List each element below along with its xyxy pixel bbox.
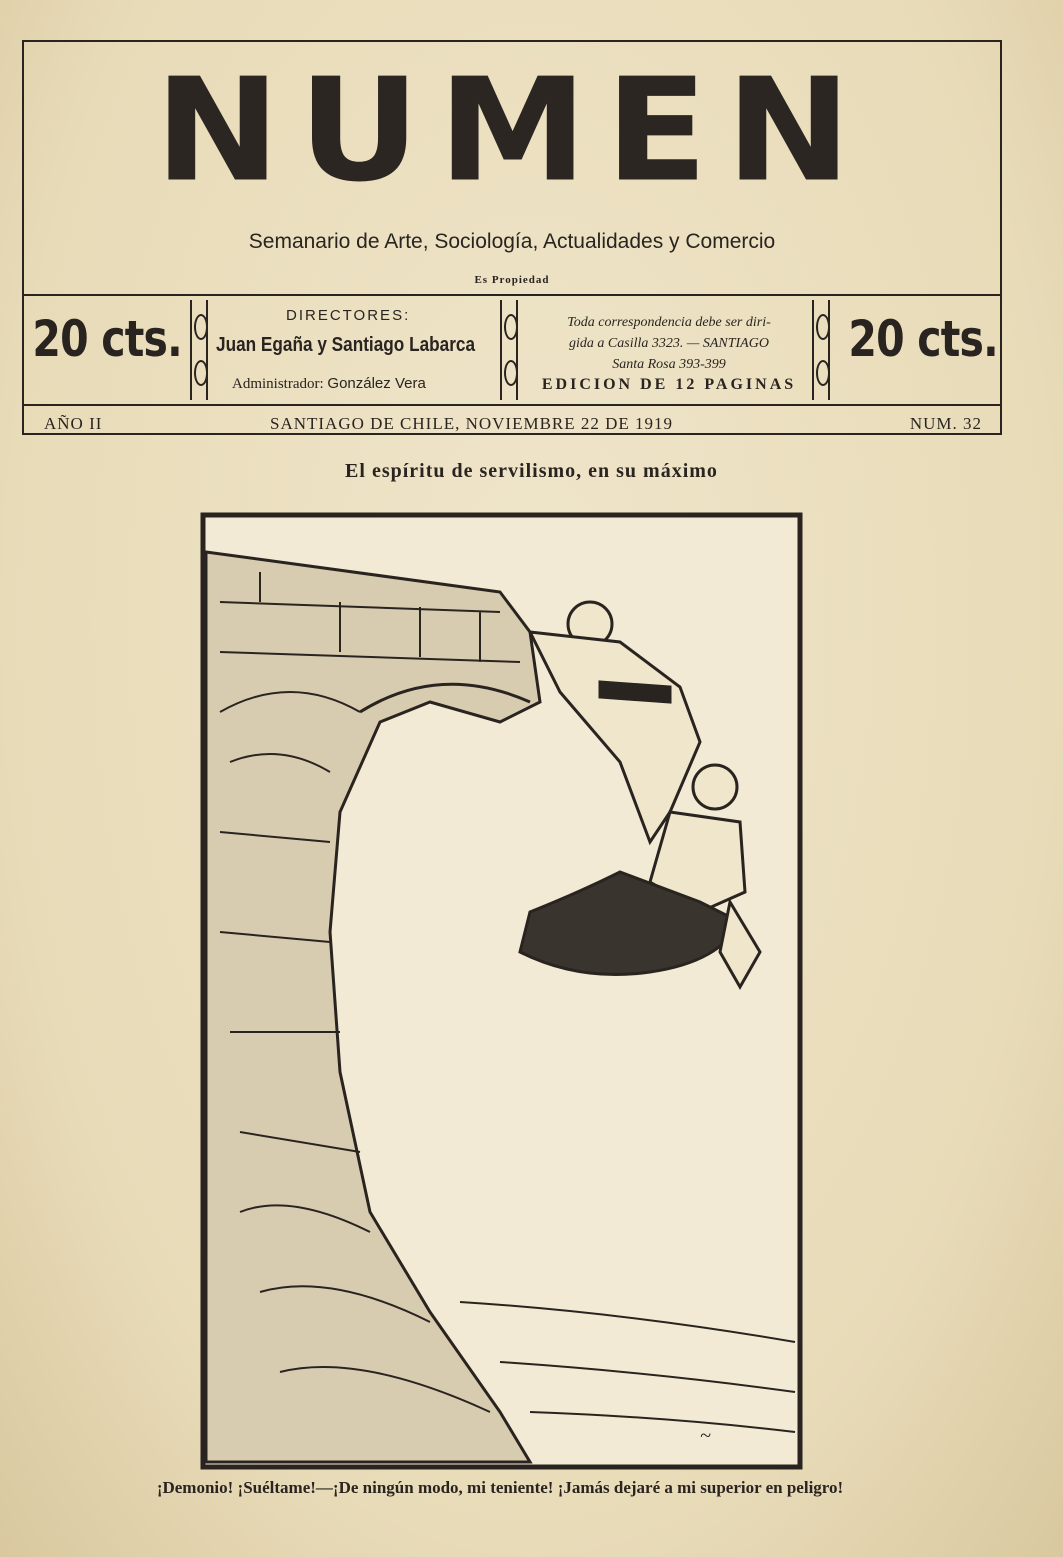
edition-note: EDICION DE 12 PAGINAS [541,376,797,393]
property-note: Es Propiedad [474,274,550,286]
correspondence-note [524,312,814,375]
ornament-center [500,300,518,400]
price-left: 20 cts. [32,310,182,368]
administrator-line [232,375,426,393]
cartoon-caption: ¡Demonio! ¡Suéltame!—¡De ningún modo, mi teniente! ¡Jamás dejaré a mi superior en peligro! [156,1478,844,1497]
administrator-label: Administrador: [232,376,324,392]
issue-number: NUM. 32 [909,414,982,433]
year-label: AÑO II [44,414,103,433]
masthead [22,40,1002,435]
correspondence-line-2: gida a Casilla 3323. — SANTIAGO [569,336,769,351]
correspondence-line-3: Santa Rosa 393-399 [612,357,726,372]
cartoon-title: El espíritu de servilismo, en su máximo [345,460,718,482]
ornament-left [190,300,208,400]
directors-names: Juan Egaña y Santiago Labarca [216,334,476,356]
administrator-name: González Vera [327,375,426,392]
ornament-right [812,300,830,400]
correspondence-line-1: Toda correspondencia debe ser diri- [567,315,771,330]
masthead-rule-bottom [24,404,1000,406]
directors-heading: DIRECTORES: [286,307,411,324]
place-date: SANTIAGO DE CHILE, NOVIEMBRE 22 DE 1919 [270,414,674,433]
artist-signature: ~ [700,1425,711,1447]
cartoon-illustration [200,512,805,1472]
price-right: 20 cts. [848,310,998,368]
masthead-rule-top [24,294,1000,296]
newspaper-subtitle: Semanario de Arte, Sociología, Actualidades y Comercio [248,230,776,253]
newspaper-title: NUMEN [154,48,870,214]
